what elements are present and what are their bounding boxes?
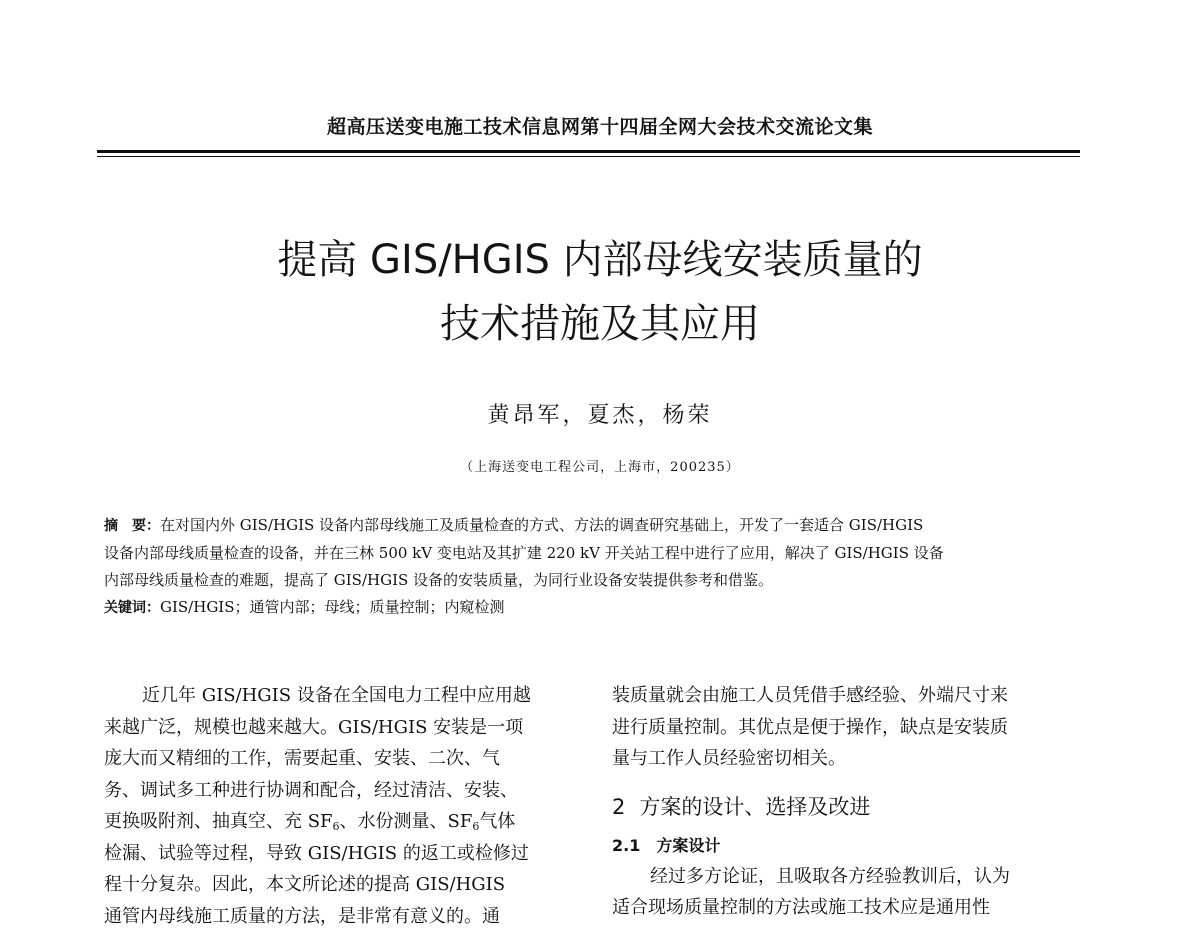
body-left-line-1: 近几年 GIS/HGIS 设备在全国电力工程中应用越 bbox=[142, 685, 531, 706]
body-left-line-2: 来越广泛，规模也越来越大。GIS/HGIS 安装是一项 bbox=[104, 716, 524, 738]
body-right-line-2: 进行质量控制。其优点是便于操作，缺点是安装质 bbox=[612, 716, 1008, 738]
subsection-2-1-number: 2.1 bbox=[612, 835, 641, 855]
abstract-text-1: 在对国内外 GIS/HGIS 设备内部母线施工及质量检查的方式、方法的调查研究基础上，开发了一套适合 GIS/HGIS bbox=[160, 516, 924, 534]
running-header: 超高压送变电施工技术信息网第十四届全网大会技术交流论文集 bbox=[326, 116, 873, 138]
body-left-line-8: 通管内母线施工质量的方法，是非常有意义的。通 bbox=[104, 905, 500, 927]
body-left-line-6: 检漏、试验等过程，导致 GIS/HGIS 的返工或检修过 bbox=[104, 842, 529, 864]
header-rule-thick bbox=[97, 150, 1080, 153]
body-left-line-5 bbox=[104, 806, 574, 838]
body-left-line-5c: 气体 bbox=[479, 811, 516, 832]
body-right-line-3: 量与工作人员经验密切相关。 bbox=[612, 748, 846, 769]
abstract-block bbox=[104, 512, 1084, 622]
keywords-line bbox=[104, 594, 1084, 622]
abstract-line-1 bbox=[104, 512, 1084, 540]
section-2-title: 方案的设计、选择及改进 bbox=[639, 794, 871, 819]
keywords-label: 关键词： bbox=[104, 600, 160, 616]
body-right-line-4: 经过多方论证，且吸取各方经验教训后，认为 bbox=[650, 865, 1010, 887]
section-2-number: 2 bbox=[612, 794, 626, 819]
paper-title-line-2: 技术措施及其应用 bbox=[440, 301, 760, 347]
body-left-line-5a: 更换吸附剂、抽真空、充 SF bbox=[104, 811, 333, 832]
body-left-line-5b: 、水份测量、SF bbox=[339, 811, 473, 832]
authors: 黄昂军，夏杰，杨荣 bbox=[487, 403, 713, 428]
header-rule-thin bbox=[97, 156, 1080, 157]
body-left-line-3: 庞大而又精细的工作，需要起重、安装、二次、气 bbox=[104, 748, 500, 769]
abstract-label: 摘 要： bbox=[104, 518, 160, 534]
body-right-line-1: 装质量就会由施工人员凭借手感经验、外端尺寸来 bbox=[612, 685, 1008, 706]
body-left-line-7: 程十分复杂。因此，本文所论述的提高 GIS/HGIS bbox=[104, 874, 506, 895]
body-column-left bbox=[104, 680, 574, 932]
subscript-6-b: 6 bbox=[472, 820, 480, 833]
subscript-6: 6 bbox=[332, 820, 340, 833]
section-2-heading bbox=[612, 789, 1092, 825]
paper-title-line-1: 提高 GIS/HGIS 内部母线安装质量的 bbox=[277, 237, 923, 283]
body-left-line-4: 务、调试多工种进行协调和配合，经过清洁、安装、 bbox=[104, 779, 518, 801]
keywords-text: GIS/HGIS；通管内部；母线；质量控制；内窥检测 bbox=[160, 598, 505, 616]
subsection-2-1-title: 方案设计 bbox=[656, 835, 721, 855]
abstract-line-2: 设备内部母线质量检查的设备，并在三林 500 kV 变电站及其扩建 220 kV 开关站工程中进行了应用，解决了 GIS/HGIS 设备 bbox=[104, 544, 944, 562]
body-right-line-5: 适合现场质量控制的方法或施工技术应是通用性 bbox=[612, 897, 990, 918]
subsection-2-1-heading bbox=[612, 831, 1092, 861]
abstract-line-3: 内部母线质量检查的难题，提高了 GIS/HGIS 设备的安装质量，为同行业设备安装提供参考和借鉴。 bbox=[104, 571, 774, 589]
affiliation: （上海送变电工程公司，上海市，200235） bbox=[460, 460, 740, 475]
body-column-right bbox=[612, 680, 1092, 924]
